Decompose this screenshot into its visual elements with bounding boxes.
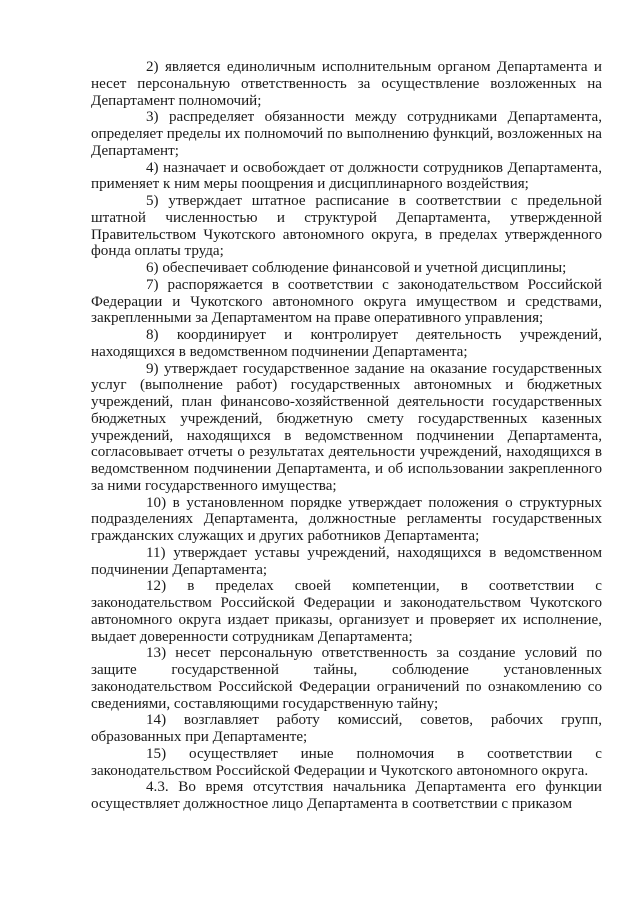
paragraph-item-8: 8) координирует и контролирует деятельность учреждений, находящихся в ведомственном подчинении Департамента; bbox=[91, 327, 602, 360]
paragraph-item-3: 3) распределяет обязанности между сотрудниками Департамента, определяет пределы их полномочий по выполнению функций, возложенных на Департамент; bbox=[91, 109, 602, 159]
paragraph-item-13: 13) несет персональную ответственность за создание условий по защите государственной тайны, соблюдение установленных законодательством Российской Федерации ограничений по ознакомлению со сведениями, составляющими государственную тайну; bbox=[91, 645, 602, 712]
paragraph-section-4-3: 4.3. Во время отсутствия начальника Департамента его функции осуществляет должностное лицо Департамента в соответствии с приказом bbox=[91, 779, 602, 812]
paragraph-item-2: 2) является единоличным исполнительным органом Департамента и несет персональную ответственность за осуществление возложенных на Департамент полномочий; bbox=[91, 59, 602, 109]
paragraph-item-7: 7) распоряжается в соответствии с законодательством Российской Федерации и Чукотского автономного округа имуществом и средствами, закрепленными за Департаментом на праве оперативного управления; bbox=[91, 276, 602, 327]
paragraph-item-15: 15) осуществляет иные полномочия в соответствии с законодательством Российской Федерации и Чукотского автономного округа. bbox=[91, 745, 602, 779]
paragraph-item-5: 5) утверждает штатное расписание в соответствии с предельной штатной численностью и структурой Департамента, утвержденной Правительством Чукотского автономного округа, в пределах утвержденного фонда оплаты труда; bbox=[91, 193, 602, 260]
paragraph-item-11: 11) утверждает уставы учреждений, находящихся в ведомственном подчинении Департамента; bbox=[91, 544, 602, 578]
paragraph-item-14: 14) возглавляет работу комиссий, советов, рабочих групп, образованных при Департаменте; bbox=[91, 712, 602, 745]
paragraph-item-9: 9) утверждает государственное задание на оказание государственных услуг (выполнение работ) государственных автономных и бюджетных учреждений, план финансово-хозяйственной деятельности государственных бюджетных учреждений, бюджетную смету государственных казенных учреждений, находящихся в ведомственном подчинении Департамента, согласовывает отчеты о результатах деятельности учреждений, находящихся в ведомственном подчинении Департамента, и об использовании закрепленного за ними государственного имущества; bbox=[91, 360, 602, 494]
document-page bbox=[91, 59, 602, 813]
paragraph-item-12: 12) в пределах своей компетенции, в соответствии с законодательством Российской Федерации и законодательством Чукотского автономного округа издает приказы, организует и проверяет их исполнение, выдает доверенности сотрудникам Департамента; bbox=[91, 578, 602, 645]
paragraph-item-4: 4) назначает и освобождает от должности сотрудников Департамента, применяет к ним меры поощрения и дисциплинарного воздействия; bbox=[91, 159, 602, 193]
paragraph-item-6: 6) обеспечивает соблюдение финансовой и учетной дисциплины; bbox=[146, 260, 567, 276]
paragraph-item-10: 10) в установленном порядке утверждает положения о структурных подразделениях Департамента, должностные регламенты государственных гражданских служащих и других работников Департамента; bbox=[91, 494, 602, 544]
